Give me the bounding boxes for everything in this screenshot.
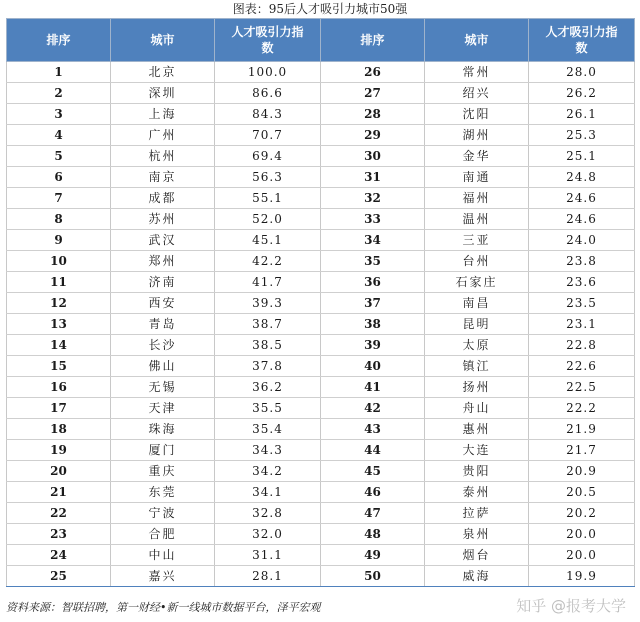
header-index-line1: 人才吸引力指 [545,25,618,39]
city-cell: 嘉兴 [111,566,215,587]
table-row [7,545,635,566]
rank-cell: 31 [321,167,425,188]
rank-cell: 23 [7,524,111,545]
index-cell: 38.7 [215,314,321,335]
index-cell: 20.9 [529,461,635,482]
index-cell: 23.1 [529,314,635,335]
rank-cell: 11 [7,272,111,293]
rank-cell: 25 [7,566,111,587]
table-row [7,566,635,587]
city-cell: 太原 [425,335,529,356]
city-cell: 三亚 [425,230,529,251]
rank-cell: 28 [321,104,425,125]
rank-cell: 21 [7,482,111,503]
city-cell: 郑州 [111,251,215,272]
index-cell: 70.7 [215,125,321,146]
city-cell: 天津 [111,398,215,419]
index-cell: 20.0 [529,545,635,566]
index-cell: 25.1 [529,146,635,167]
header-rank-left: 排序 [7,19,111,62]
index-cell: 45.1 [215,230,321,251]
index-cell: 34.1 [215,482,321,503]
index-cell: 22.6 [529,356,635,377]
rank-cell: 29 [321,125,425,146]
watermark: 知乎 @报考大学 [516,597,626,615]
city-cell: 大连 [425,440,529,461]
rank-cell: 41 [321,377,425,398]
table-row [7,209,635,230]
header-city-left: 城市 [111,19,215,62]
index-cell: 22.8 [529,335,635,356]
table-row [7,188,635,209]
rank-cell: 48 [321,524,425,545]
index-cell: 41.7 [215,272,321,293]
rank-cell: 49 [321,545,425,566]
city-cell: 金华 [425,146,529,167]
rank-cell: 10 [7,251,111,272]
city-cell: 苏州 [111,209,215,230]
city-cell: 沈阳 [425,104,529,125]
index-cell: 21.9 [529,419,635,440]
city-cell: 常州 [425,62,529,83]
city-cell: 威海 [425,566,529,587]
index-cell: 23.5 [529,293,635,314]
index-cell: 38.5 [215,335,321,356]
city-cell: 中山 [111,545,215,566]
table-row [7,125,635,146]
rank-cell: 9 [7,230,111,251]
header-row [7,19,635,62]
table-row [7,503,635,524]
rank-cell: 42 [321,398,425,419]
rank-cell: 2 [7,83,111,104]
index-cell: 24.0 [529,230,635,251]
table-title: 图表：95后人才吸引力城市50强 [232,2,408,16]
rank-cell: 13 [7,314,111,335]
table-row [7,440,635,461]
rank-cell: 18 [7,419,111,440]
index-cell: 42.2 [215,251,321,272]
header-index-line2: 数 [575,41,588,55]
city-cell: 宁波 [111,503,215,524]
index-cell: 20.2 [529,503,635,524]
index-cell: 37.8 [215,356,321,377]
rank-cell: 37 [321,293,425,314]
table-row [7,293,635,314]
city-cell: 杭州 [111,146,215,167]
index-cell: 20.5 [529,482,635,503]
table-row [7,461,635,482]
index-cell: 32.0 [215,524,321,545]
index-cell: 39.3 [215,293,321,314]
index-cell: 20.0 [529,524,635,545]
index-cell: 34.3 [215,440,321,461]
rank-cell: 20 [7,461,111,482]
rank-cell: 16 [7,377,111,398]
table-row [7,62,635,83]
city-cell: 长沙 [111,335,215,356]
header-city-right: 城市 [425,19,529,62]
index-cell: 24.6 [529,188,635,209]
index-cell: 84.3 [215,104,321,125]
city-cell: 泰州 [425,482,529,503]
city-cell: 绍兴 [425,83,529,104]
rank-cell: 7 [7,188,111,209]
rank-cell: 45 [321,461,425,482]
rank-cell: 40 [321,356,425,377]
index-cell: 24.8 [529,167,635,188]
rank-cell: 27 [321,83,425,104]
table-row [7,167,635,188]
header-index-line1: 人才吸引力指 [231,25,304,39]
table-row [7,146,635,167]
city-cell: 湖州 [425,125,529,146]
index-cell: 31.1 [215,545,321,566]
city-cell: 烟台 [425,545,529,566]
header-rank-right: 排序 [321,19,425,62]
index-cell: 100.0 [215,62,321,83]
rank-cell: 38 [321,314,425,335]
rank-cell: 46 [321,482,425,503]
city-cell: 石家庄 [425,272,529,293]
header-index-right [529,19,635,62]
city-cell: 南通 [425,167,529,188]
rank-cell: 17 [7,398,111,419]
index-cell: 86.6 [215,83,321,104]
table-row [7,314,635,335]
city-cell: 佛山 [111,356,215,377]
city-cell: 拉萨 [425,503,529,524]
city-cell: 温州 [425,209,529,230]
index-cell: 22.2 [529,398,635,419]
index-cell: 52.0 [215,209,321,230]
rank-cell: 30 [321,146,425,167]
rank-cell: 34 [321,230,425,251]
table-row [7,251,635,272]
table-row [7,419,635,440]
table-row [7,230,635,251]
table-row [7,104,635,125]
index-cell: 32.8 [215,503,321,524]
rank-cell: 47 [321,503,425,524]
rank-cell: 3 [7,104,111,125]
table-row [7,83,635,104]
city-cell: 西安 [111,293,215,314]
city-cell: 重庆 [111,461,215,482]
city-cell: 泉州 [425,524,529,545]
index-cell: 26.2 [529,83,635,104]
rank-cell: 26 [321,62,425,83]
city-cell: 南昌 [425,293,529,314]
rank-cell: 6 [7,167,111,188]
rank-cell: 22 [7,503,111,524]
index-cell: 23.8 [529,251,635,272]
index-cell: 21.7 [529,440,635,461]
index-cell: 35.5 [215,398,321,419]
rank-cell: 15 [7,356,111,377]
rank-cell: 35 [321,251,425,272]
rank-cell: 24 [7,545,111,566]
city-cell: 台州 [425,251,529,272]
index-cell: 22.5 [529,377,635,398]
index-cell: 69.4 [215,146,321,167]
rank-cell: 4 [7,125,111,146]
rank-cell: 33 [321,209,425,230]
source-note: 资料来源：智联招聘，第一财经•新一线城市数据平台，泽平宏观 [6,601,321,614]
city-cell: 广州 [111,125,215,146]
city-cell: 厦门 [111,440,215,461]
rank-cell: 5 [7,146,111,167]
rank-cell: 50 [321,566,425,587]
index-cell: 55.1 [215,188,321,209]
index-cell: 24.6 [529,209,635,230]
table-row [7,377,635,398]
table-row [7,335,635,356]
city-cell: 无锡 [111,377,215,398]
index-cell: 35.4 [215,419,321,440]
city-cell: 惠州 [425,419,529,440]
city-cell: 镇江 [425,356,529,377]
city-cell: 成都 [111,188,215,209]
city-cell: 北京 [111,62,215,83]
city-cell: 青岛 [111,314,215,335]
index-cell: 26.1 [529,104,635,125]
rank-cell: 1 [7,62,111,83]
city-cell: 南京 [111,167,215,188]
index-cell: 23.6 [529,272,635,293]
index-cell: 36.2 [215,377,321,398]
index-cell: 19.9 [529,566,635,587]
city-cell: 福州 [425,188,529,209]
table-row [7,482,635,503]
rank-cell: 44 [321,440,425,461]
city-cell: 深圳 [111,83,215,104]
header-index-line2: 数 [261,41,274,55]
index-cell: 34.2 [215,461,321,482]
rank-cell: 12 [7,293,111,314]
table-row [7,356,635,377]
index-cell: 28.1 [215,566,321,587]
city-cell: 舟山 [425,398,529,419]
ranking-table [6,18,635,587]
index-cell: 25.3 [529,125,635,146]
city-cell: 昆明 [425,314,529,335]
city-cell: 东莞 [111,482,215,503]
rank-cell: 36 [321,272,425,293]
city-cell: 合肥 [111,524,215,545]
city-cell: 上海 [111,104,215,125]
rank-cell: 14 [7,335,111,356]
rank-cell: 8 [7,209,111,230]
table-row [7,398,635,419]
index-cell: 56.3 [215,167,321,188]
header-index-left [215,19,321,62]
city-cell: 济南 [111,272,215,293]
index-cell: 28.0 [529,62,635,83]
city-cell: 贵阳 [425,461,529,482]
city-cell: 武汉 [111,230,215,251]
city-cell: 珠海 [111,419,215,440]
table-row [7,524,635,545]
rank-cell: 39 [321,335,425,356]
table-row [7,272,635,293]
rank-cell: 43 [321,419,425,440]
rank-cell: 32 [321,188,425,209]
city-cell: 扬州 [425,377,529,398]
rank-cell: 19 [7,440,111,461]
